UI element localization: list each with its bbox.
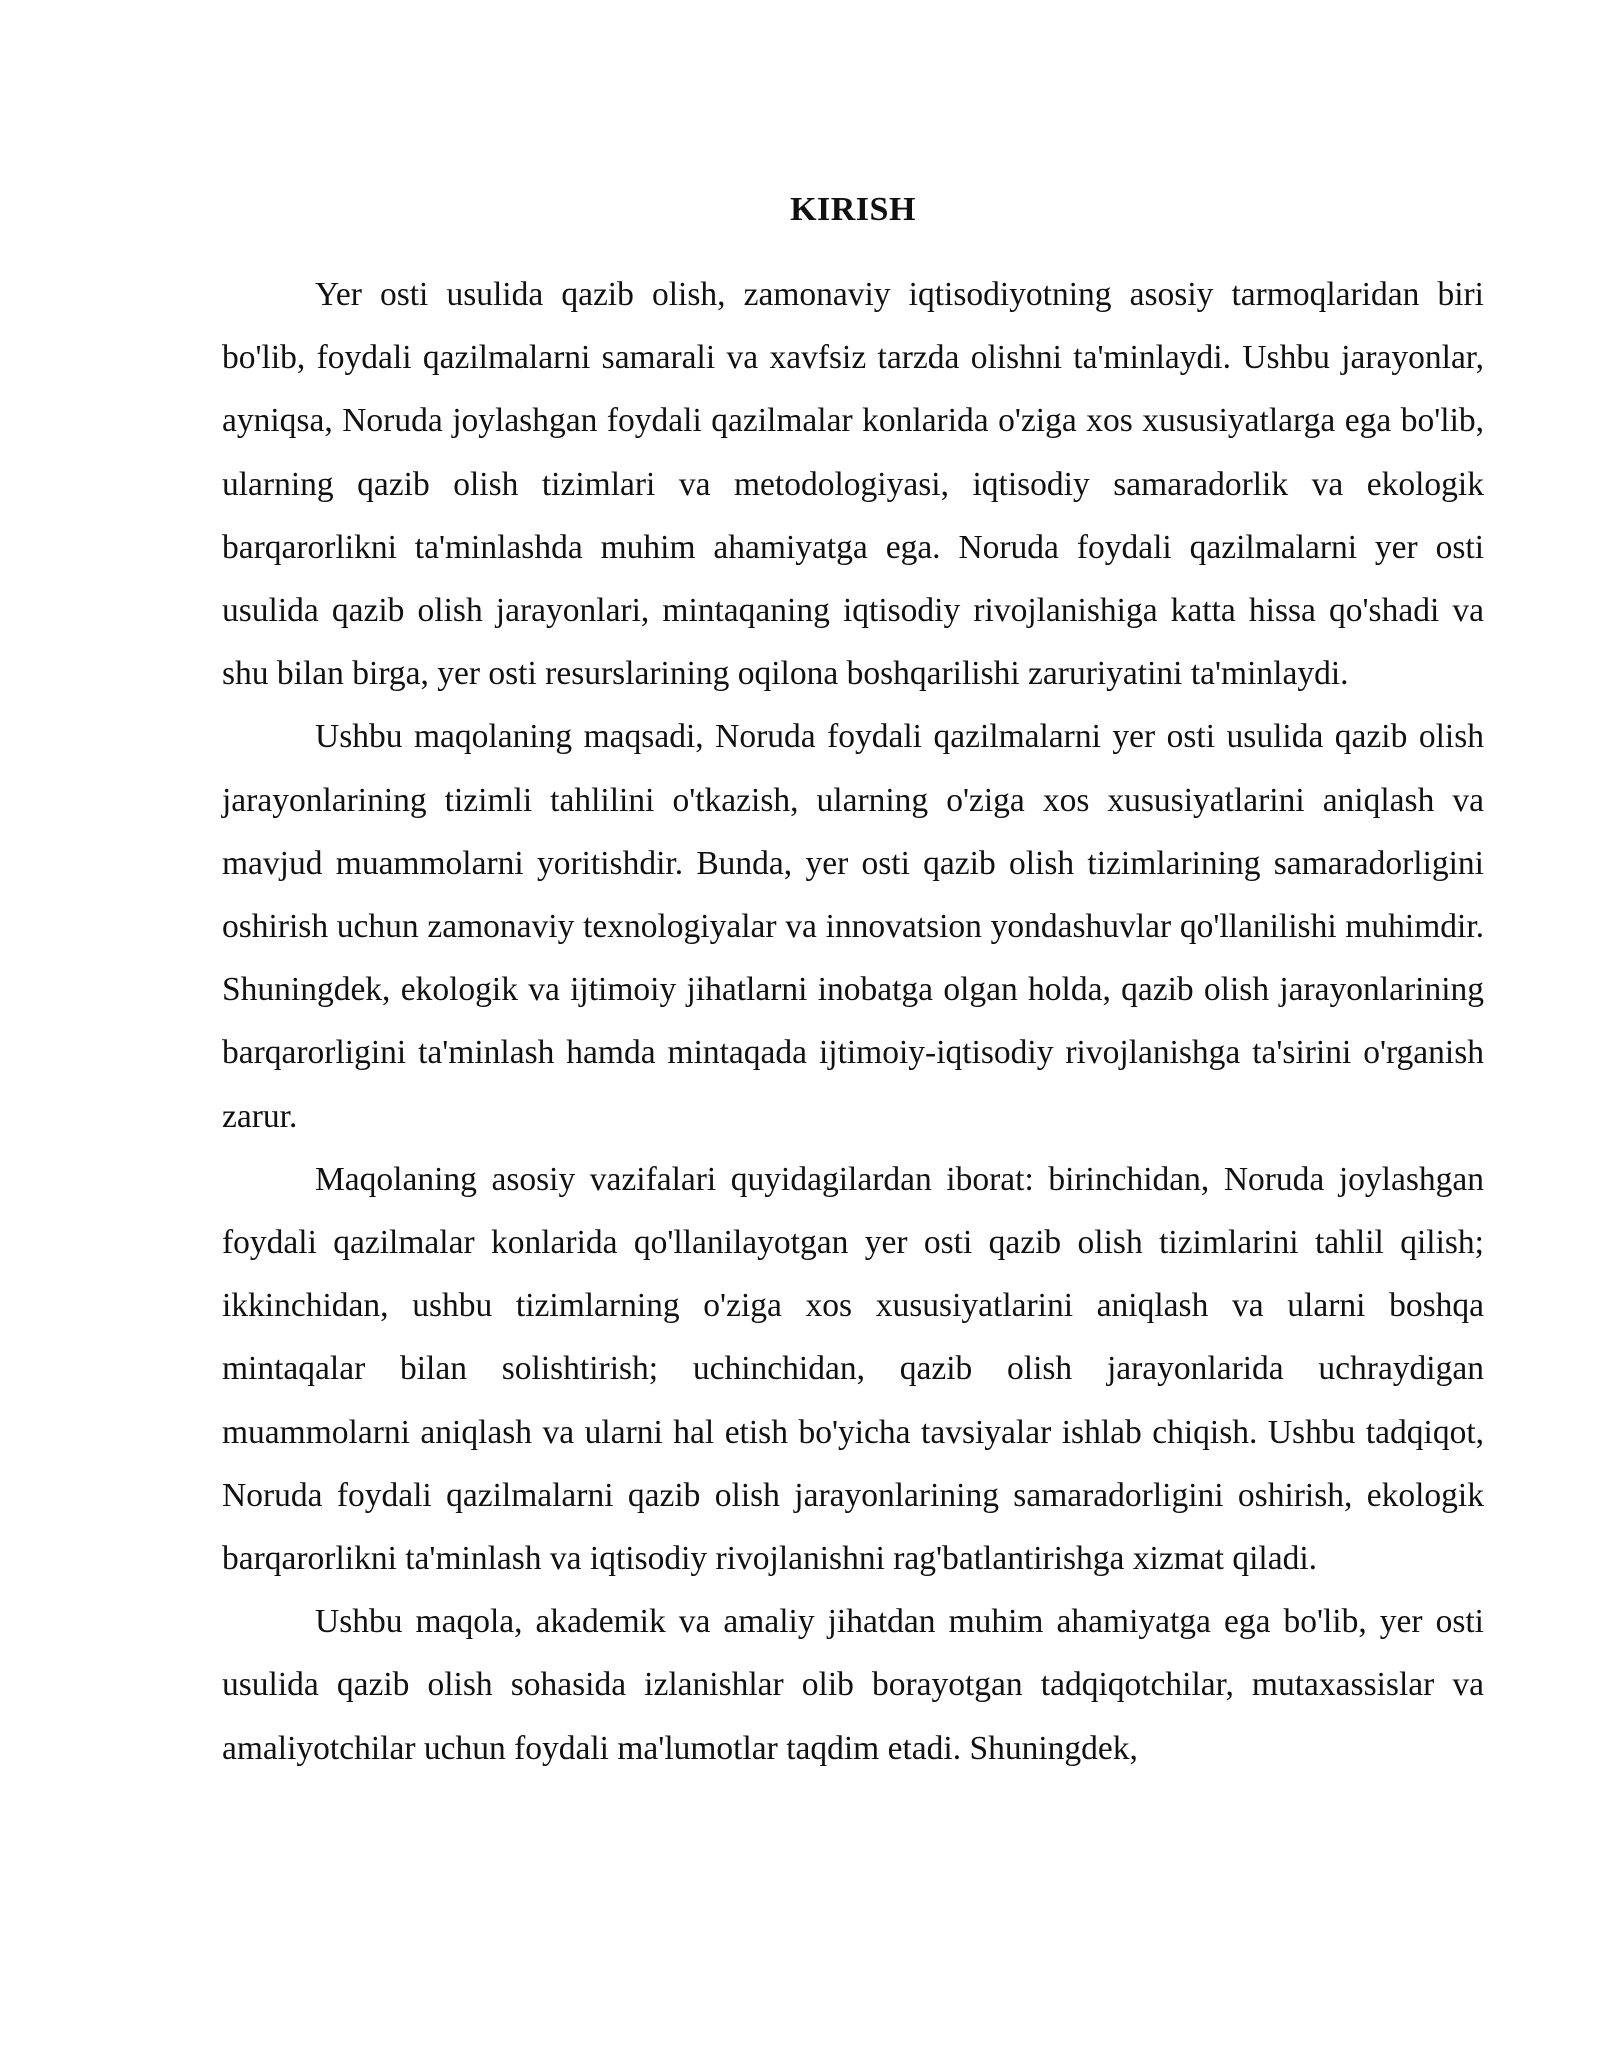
paragraph-2: Ushbu maqolaning maqsadi, Noruda foydali qazilmalarni yer osti usulida qazib olish jarayonlarining tizimli tahlilini o'tkazish, ularning o'ziga xos xususiyatlarini aniqlash va mavjud muammolarni yoritishdir. Bunda, yer osti qazib olish tizimlarining samaradorligini oshirish uchun zamonaviy texnologiyalar va innovatsion yondashuvlar qo'llanilishi muhimdir. Shuningdek, ekologik va ijtimoiy jihatlarni inobatga olgan holda, qazib olish jarayonlarining barqarorligini ta'minlash hamda mintaqada ijtimoiy-iqtisodiy rivojlanishga ta'sirini o'rganish zarur. (222, 718, 1484, 1135)
paragraph-4: Ushbu maqola, akademik va amaliy jihatdan muhim ahamiyatga ega bo'lib, yer osti usulida qazib olish sohasida izlanishlar olib borayotgan tadqiqotchilar, mutaxassislar va amaliyotchilar uchun foydali ma'lumotlar taqdim etadi. Shuningdek, (222, 1603, 1484, 1767)
paragraph-1: Yer osti usulida qazib olish, zamonaviy iqtisodiyotning asosiy tarmoqlaridan biri bo'lib, foydali qazilmalarni samarali va xavfsiz tarzda olishni ta'minlaydi. Ushbu jarayonlar, ayniqsa, Noruda joylashgan foydali qazilmalar konlarida o'ziga xos xususiyatlarga ega bo'lib, ularning qazib olish tizimlari va metodologiyasi, iqtisodiy samaradorlik va ekologik barqarorlikni ta'minlashda muhim ahamiyatga ega. Noruda foydali qazilmalarni yer osti usulida qazib olish jarayonlari, mintaqaning iqtisodiy rivojlanishiga katta hissa qo'shadi va shu bilan birga, yer osti resurslarining oqilona boshqarilishi zaruriyatini ta'minlaydi. (222, 276, 1484, 693)
page-title: KIRISH (790, 191, 916, 228)
paragraph-3: Maqolaning asosiy vazifalari quyidagilardan iborat: birinchidan, Noruda joylashgan foydali qazilmalar konlarida qo'llanilayotgan yer osti qazib olish tizimlarini tahlil qilish; ikkinchidan, ushbu tizimlarning o'ziga xos xususiyatlarini aniqlash va ularni boshqa mintaqalar bilan solishtirish; uchinchidan, qazib olish jarayonlarida uchraydigan muammolarni aniqlash va ularni hal etish bo'yicha tavsiyalar ishlab chiqish. Ushbu tadqiqot, Noruda foydali qazilmalarni qazib olish jarayonlarining samaradorligini oshirish, ekologik barqarorlikni ta'minlash va iqtisodiy rivojlanishni rag'batlantirishga xizmat qiladi. (222, 1160, 1484, 1578)
